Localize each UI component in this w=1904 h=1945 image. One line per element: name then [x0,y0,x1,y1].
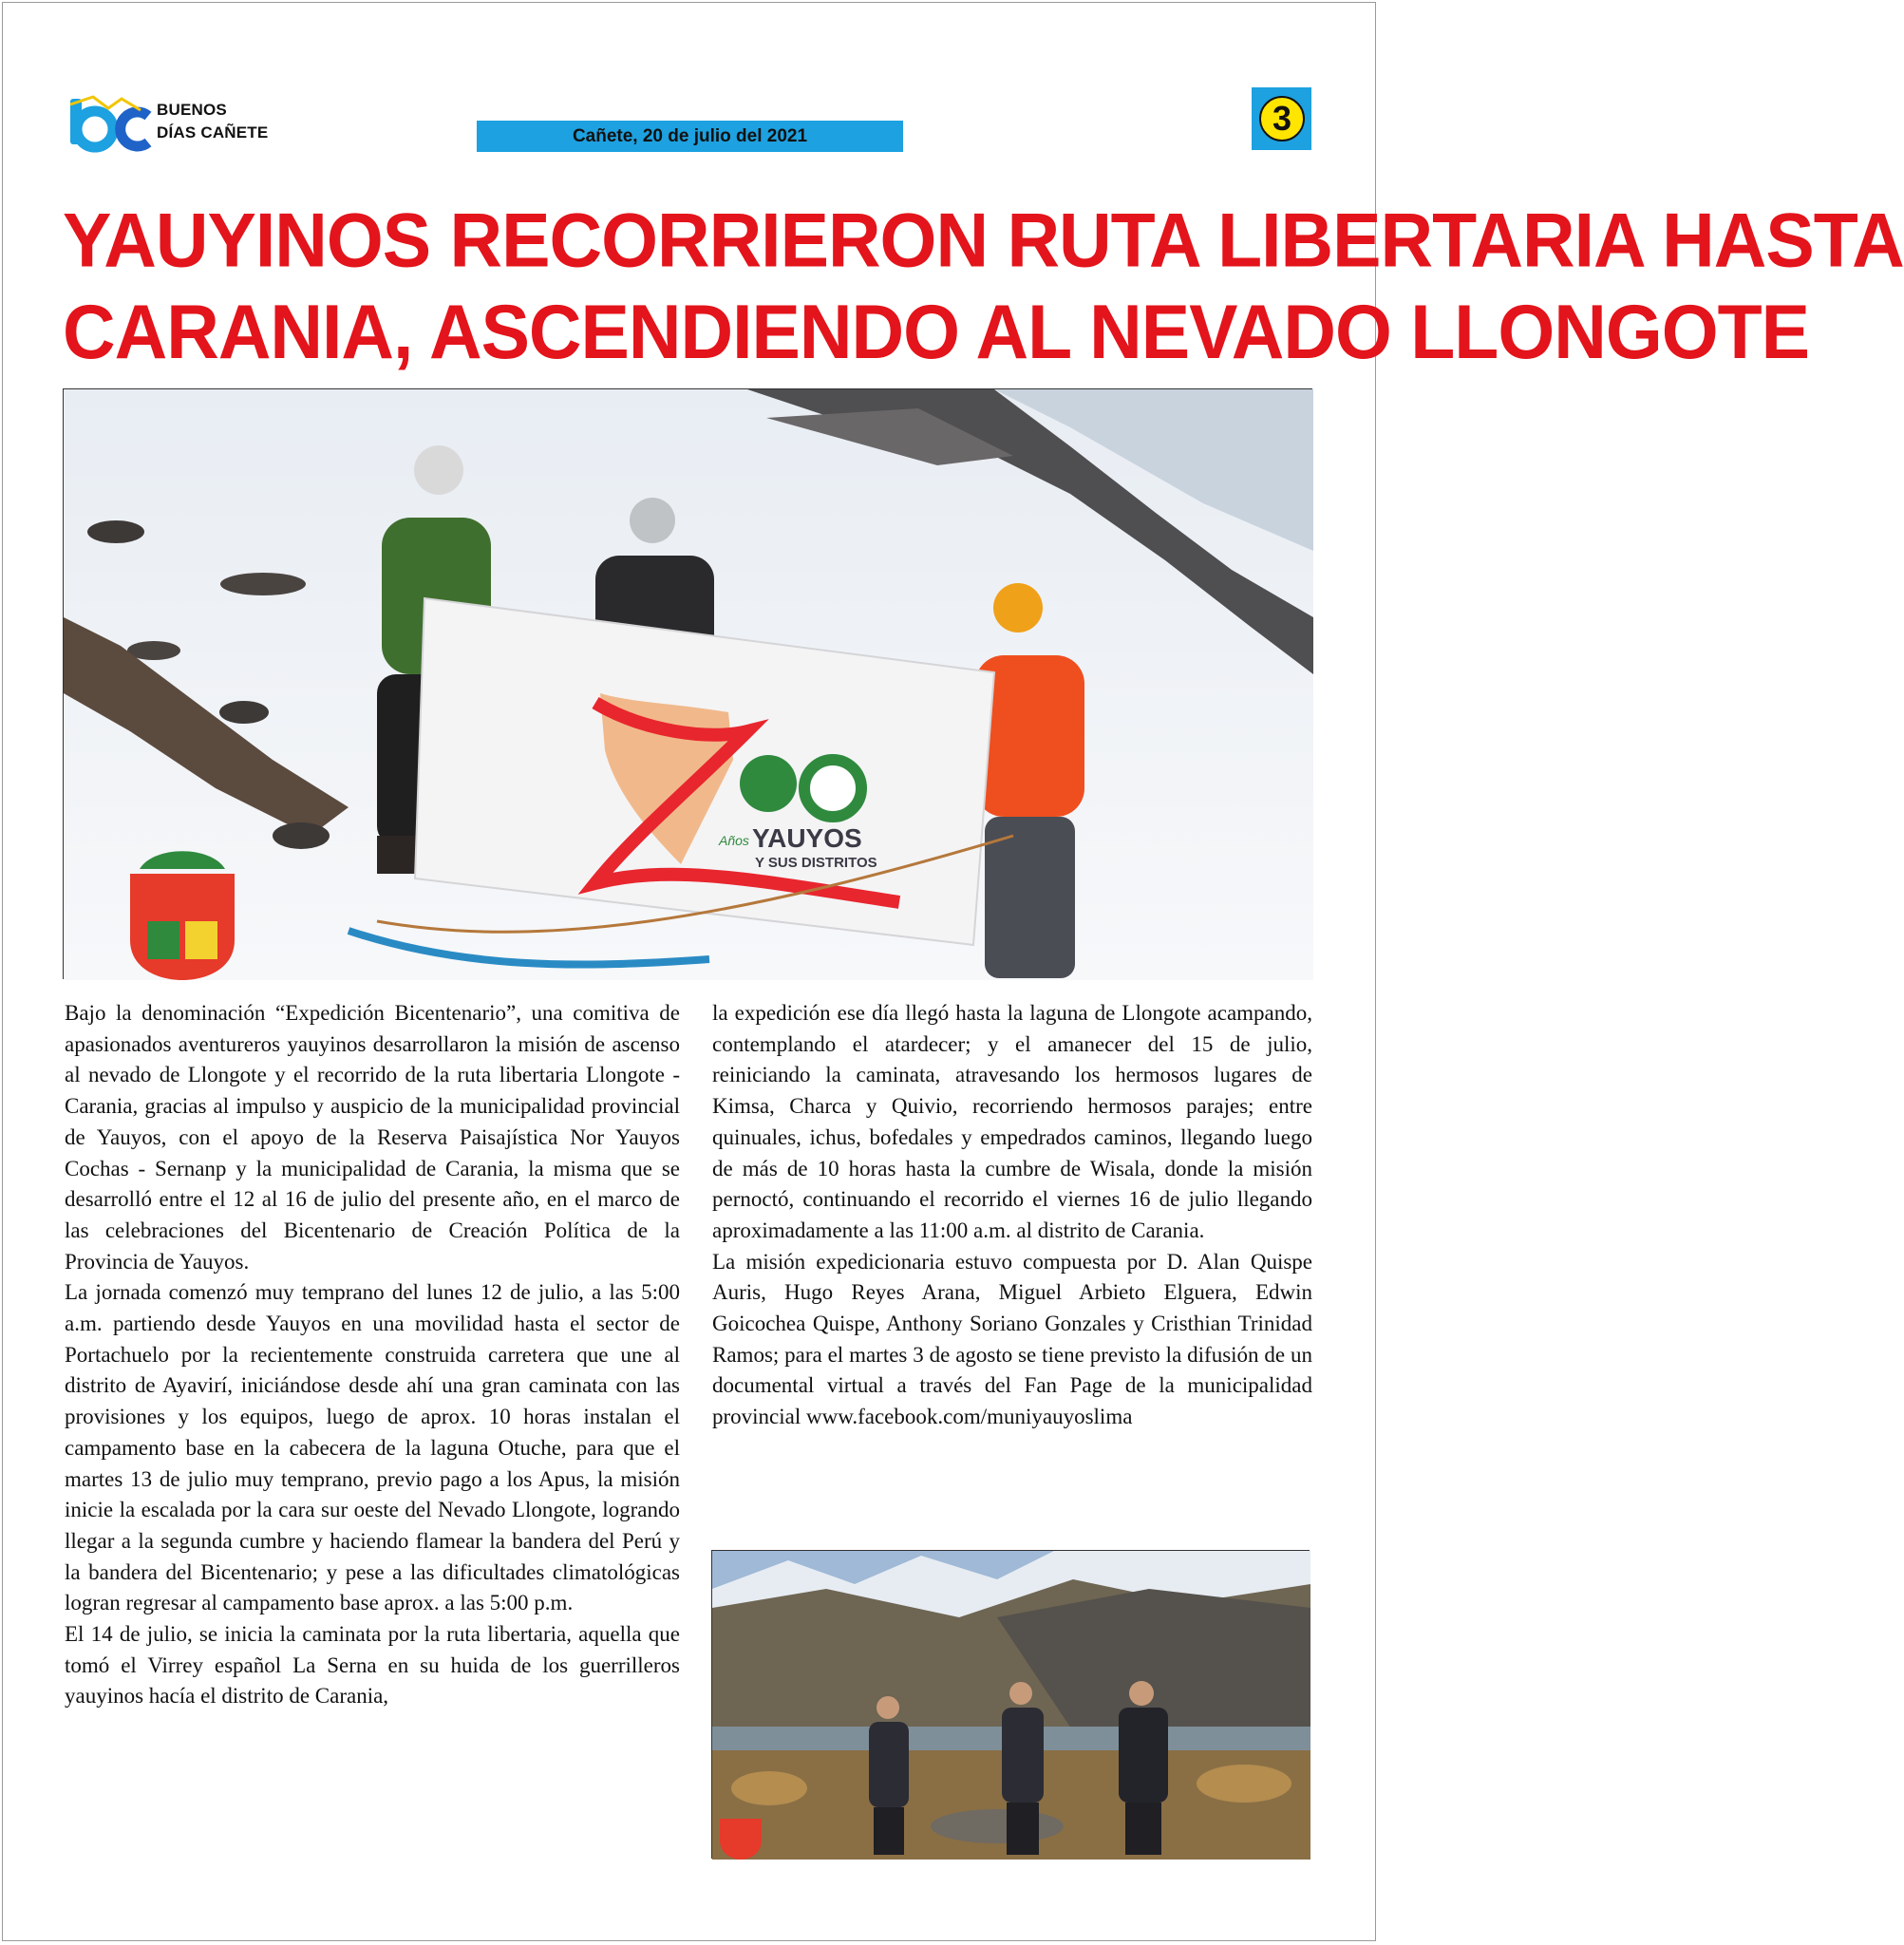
page-number: 3 [1259,96,1305,142]
article-column-right [712,998,1312,1433]
headline-line-1: YAUYINOS RECORRIERON RUTA LIBERTARIA HASTA [63,198,1904,284]
brand-name [157,99,268,144]
banner-text-sub: Y SUS DISTRITOS [755,855,877,871]
secondary-photo [711,1550,1310,1859]
date-bar: Cañete, 20 de julio del 2021 [477,121,903,152]
bdc-logo [66,95,152,154]
banner-text-years: Años [719,833,749,848]
paragraph-1: Bajo la denominación “Expedición Bicentenario”, una comitiva de apasionados aventureros yauyinos desarrollaron la misión de ascenso al nevado de Llongote y el recorrido de la ruta libertaria Llongote - Carania, gracias al impulso y auspicio de la municipalidad provincial de Yauyos, con el apoyo de la Reserva Paisajística Nor Yauyos Cochas - Sernanp y la municipalidad de Carania, la misma que se desarrolló entre el 12 al 16 de julio del presente año, en el marco de las celebraciones del Bicentenario de Creación Política de la Provincia de Yauyos. [65,1001,680,1274]
banner-text-name: YAUYOS [752,823,862,853]
main-photo [63,388,1312,979]
headline-line-2: CARANIA, ASCENDIENDO AL NEVADO LLONGOTE [63,289,1810,376]
brand-line-1: BUENOS [157,101,227,119]
headline [63,195,1904,378]
paragraph-4: la expedición ese día llegó hasta la laguna de Llongote acampando, contemplando el atardecer; y el amanecer del 15 de julio, reiniciando la caminata, atravesando los hermosos lugares de Kimsa, Charca y Quivio, recorriendo hermosos parajes; entre quinuales, ichus, bofedales y empedrados caminos, llegando luego de más de 10 horas hasta la cumbre de Wisala, donde la misión pernoctó, continuando el recorrido el viernes 16 de julio llegando aproximadamente a las 11:00 a.m. al distrito de Carania. [712,1001,1312,1242]
coat-of-arms-small-icon [720,1819,762,1860]
paragraph-2: La jornada comenzó muy temprano del lunes 12 de julio, a las 5:00 a.m. partiendo desde Yauyos en una movilidad hasta el sector de Portachuelo por la recientemente construida carretera que une al distrito de Ayavirí, iniciándose desde ahí una gran caminata con las provisiones y los equipos, luego de aprox. 10 horas instalan el campamento base en la cabecera de la laguna Otuche, para que el martes 13 de julio muy temprano, previo pago a los Apus, la misión inicie la escalada por la cara sur oeste del Nevado Llongote, logrando llegar a la segunda cumbre y haciendo flamear la bandera del Perú y la bandera del Bicentenario; y pese a las dificultades climatológicas logran regresar al campamento base aprox. a las 5:00 p.m. [65,1280,680,1615]
paragraph-5: La misión expedicionaria estuvo compuesta por D. Alan Quispe Auris, Hugo Reyes Arana, Miguel Arbieto Elguera, Edwin Goicochea Quispe, Anthony Soriano Gonzales y Cristhian Trinidad Ramos; para el martes 3 de agosto se tiene previsto la difusión de un documental virtual a través del Fan Page de la municipalidad provincial www.facebook.com/muniyauyoslima [712,1249,1312,1429]
page-number-badge [1252,87,1311,150]
paragraph-3: El 14 de julio, se inicia la caminata por la ruta libertaria, aquella que tomó el Virrey español La Serna en su huida de los guerrilleros yauyinos hacía el distrito de Carania, [65,1622,680,1709]
article-column-left [65,998,680,1712]
brand-line-2: DÍAS CAÑETE [157,123,269,142]
